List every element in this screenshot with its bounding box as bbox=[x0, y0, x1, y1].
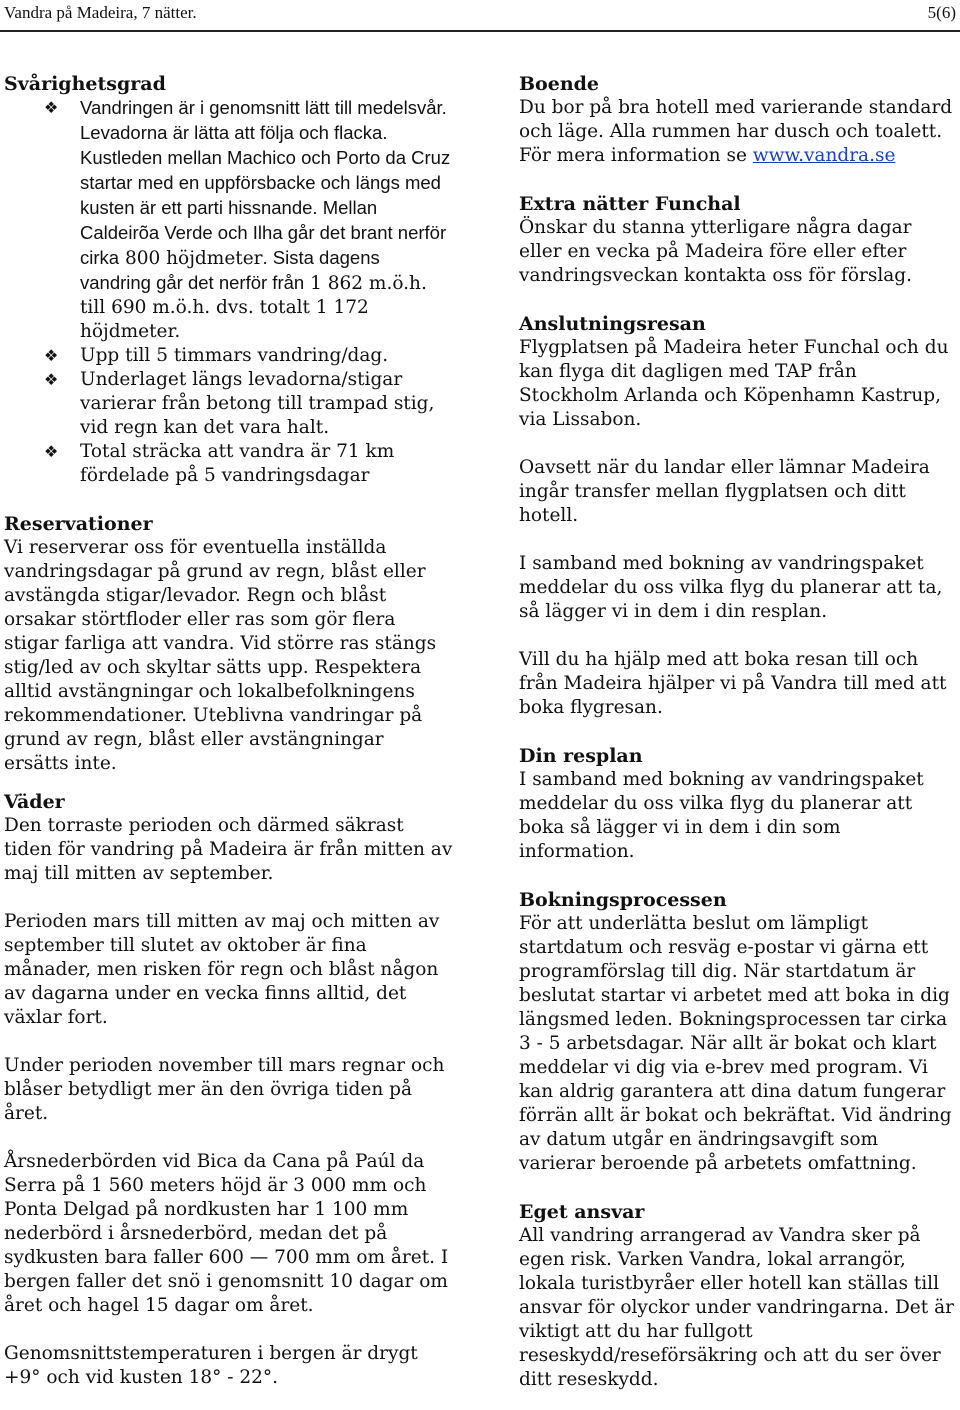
document-title: Vandra på Madeira, 7 nätter. bbox=[4, 3, 197, 22]
responsibility-heading: Eget ansvar bbox=[519, 1201, 645, 1223]
page-header bbox=[0, 0, 960, 32]
extra-nights-text: Önskar du stanna ytterligare några dagar eller en vecka på Madeira före eller efter vandringsveckan kontakta oss för förslag. bbox=[519, 217, 913, 286]
list-item-text: Upp till 5 timmars vandring/dag. bbox=[80, 345, 389, 366]
section-responsibility bbox=[519, 1200, 957, 1392]
booking-heading: Bokningsprocessen bbox=[519, 889, 727, 911]
responsibility-text: All vandring arrangerad av Vandra sker på egen risk. Varken Vandra, lokal arrangör, lokala turistbyråer eller hotell kan ställas till ansvar för olyckor under vandringarna. Det är viktigt att du har fullgott reseskydd/reseförsäkring och att du ser över ditt reseskydd. bbox=[519, 1225, 954, 1390]
list-item bbox=[4, 440, 454, 488]
page-number: 5(6) bbox=[927, 3, 956, 22]
reservations-text: Vi reserverar oss för eventuella inställda vandringsdagar på grund av regn, blåst eller avstängda stigar/levador. Regn och blåst orsakar störtfloder eller ras som gör flera stigar farliga att vandra. Vid större ras stängs stig/led av och skyltar sätts upp. Respektera alltid avstängningar och lokalbefolkningens rekommendationer. Uteblivna vandringar på grund av regn, blåst eller avstängningar ersätts inte. bbox=[4, 537, 437, 774]
weather-paragraph: Perioden mars till mitten av maj och mitten av september till slutet av oktober är fina månader, men risken för regn och blåst någon av dagarna under en vecka finns alltid, det växlar fort. bbox=[4, 911, 440, 1028]
connection-paragraph: Oavsett när du landar eller lämnar Madeira ingår transfer mellan flygplatsen och ditt hotell. bbox=[519, 457, 930, 526]
difficulty-text-part: 1 862 m.ö.h. till 690 m.ö.h. dvs. totalt 1 172 höjdmeter. bbox=[80, 273, 427, 342]
weather-paragraph: Den torraste perioden och därmed säkrast tiden för vandring på Madeira är från mitten av maj till mitten av september. bbox=[4, 815, 453, 884]
lodging-text bbox=[519, 96, 957, 168]
itinerary-text: I samband med bokning av vandringspaket meddelar du oss vilka flyg du planerar att boka så lägger vi in dem i din som information. bbox=[519, 769, 924, 862]
vandra-website-link[interactable]: www.vandra.se bbox=[752, 145, 896, 166]
list-item-text: Total sträcka att vandra är 71 km fördelade på 5 vandringsdagar bbox=[80, 441, 395, 486]
connection-heading: Anslutningsresan bbox=[519, 313, 706, 335]
section-extra-nights bbox=[519, 192, 957, 288]
list-item bbox=[4, 368, 454, 440]
reservations-heading: Reservationer bbox=[4, 513, 153, 535]
diamond-bullet-icon: ❖ bbox=[44, 370, 59, 389]
weather-paragraph: Under perioden november till mars regnar och blåser betydligt mer än den övriga tiden på året. bbox=[4, 1055, 445, 1124]
difficulty-heading: Svårighetsgrad bbox=[4, 73, 166, 95]
connection-paragraph: Flygplatsen på Madeira heter Funchal och du kan flyga dit dagligen med TAP från Stockholm Arlanda och Köpenhamn Kastrup, via Lissabon. bbox=[519, 337, 949, 430]
booking-text: För att underlätta beslut om lämpligt startdatum och resväg e-postar vi gärna ett programförslag till dig. När startdatum är beslutat startar vi arbetet med att boka in dig längsmed leden. Bokningsprocessen tar cirka 3 - 5 arbetsdagar. När allt är bokat och klart meddelar vi dig via e-brev med program. Vi kan aldrig garantera att dina datum fungerar förrän allt är bokat och bekräftat. Vid ändring av datum utgår en ändringsavgift som varierar beroende på arbetets omfattning. bbox=[519, 913, 952, 1174]
list-item bbox=[4, 96, 454, 344]
section-weather bbox=[4, 790, 454, 1390]
difficulty-text-part: Vandringen är i genomsnitt lätt till medelsvår. Levadorna är lätta att följa och flacka. Kustleden mellan Machico och Porto da Cruz startar med en uppförsbacke och längs med kusten är ett parti hissnande. Mellan Caldeirõa Verde och Ilha går det brant nerför cirka bbox=[80, 97, 451, 268]
weather-heading: Väder bbox=[4, 791, 65, 813]
difficulty-text-part: . Sista dagens vandring går det nerför från bbox=[80, 247, 380, 293]
right-column bbox=[519, 72, 957, 1392]
section-lodging bbox=[519, 72, 957, 168]
section-itinerary bbox=[519, 744, 957, 864]
lodging-heading: Boende bbox=[519, 73, 600, 95]
section-difficulty bbox=[4, 72, 454, 488]
itinerary-heading: Din resplan bbox=[519, 745, 643, 767]
section-connection bbox=[519, 312, 957, 720]
diamond-bullet-icon: ❖ bbox=[44, 346, 59, 365]
difficulty-text-part: 800 höjdmeter bbox=[124, 248, 263, 269]
weather-paragraph: Genomsnittstemperaturen i bergen är drygt +9° och vid kusten 18° - 22°. bbox=[4, 1343, 418, 1388]
weather-paragraph: Årsnederbörden vid Bica da Cana på Paúl da Serra på 1 560 meters höjd är 3 000 mm och Ponta Delgad på nordkusten har 1 100 mm nederbörd i årsnederbörd, medan det på sydkusten bara faller 600 — 700 mm om året. I bergen faller det snö i genomsnitt 10 dagar om året och hagel 15 dagar om året. bbox=[4, 1151, 449, 1316]
list-item bbox=[4, 344, 454, 368]
diamond-bullet-icon: ❖ bbox=[44, 98, 59, 117]
difficulty-list bbox=[4, 96, 454, 488]
left-column bbox=[4, 72, 454, 1390]
extra-nights-heading: Extra nätter Funchal bbox=[519, 193, 741, 215]
list-item-text: Underlaget längs levadorna/stigar varierar från betong till trampad stig, vid regn kan det vara halt. bbox=[80, 369, 435, 438]
section-booking bbox=[519, 888, 957, 1176]
connection-paragraph: I samband med bokning av vandringspaket meddelar du oss vilka flyg du planerar att ta, så lägger vi in dem i din resplan. bbox=[519, 553, 943, 622]
connection-paragraph: Vill du ha hjälp med att boka resan till och från Madeira hjälper vi på Vandra till med att boka flygresan. bbox=[519, 649, 947, 718]
lodging-text-body: Du bor på bra hotell med varierande standard och läge. Alla rummen har dusch och toalett. För mera information se bbox=[519, 97, 953, 166]
section-reservations bbox=[4, 512, 454, 776]
diamond-bullet-icon: ❖ bbox=[44, 442, 59, 461]
